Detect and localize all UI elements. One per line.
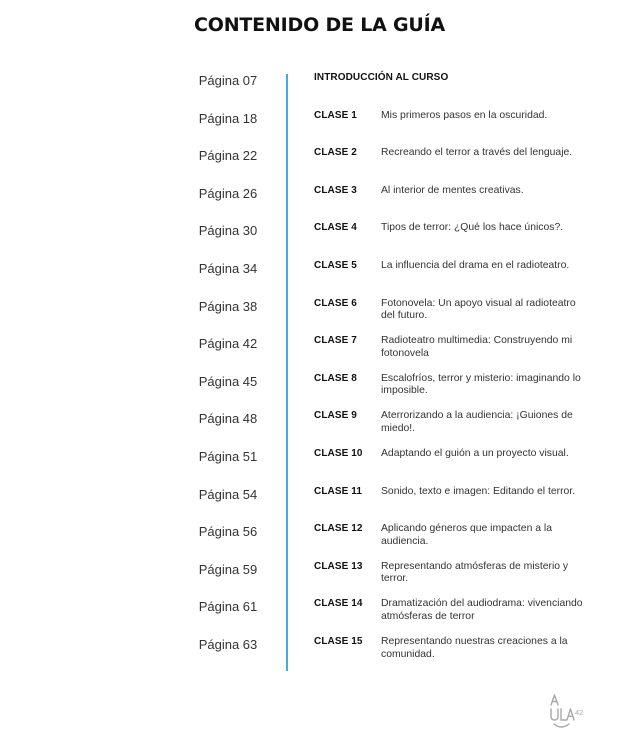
toc-class-label: CLASE 7 xyxy=(314,335,357,347)
toc-row xyxy=(0,487,619,523)
toc-class-title: Mis primeros pasos en la oscuridad. xyxy=(381,109,548,121)
toc-page-number: Página 22 xyxy=(198,148,258,164)
toc-class-title: Fotonovela: Un apoyo visual al radioteatro del futuro. xyxy=(381,297,576,322)
page-title: CONTENIDO DE LA GUÍA xyxy=(194,14,446,36)
toc-page-number: Página 30 xyxy=(198,223,258,239)
toc-page-number: Página 42 xyxy=(198,336,258,352)
toc-class-label: CLASE 3 xyxy=(314,184,357,196)
toc-page-number: Página 51 xyxy=(198,449,258,464)
toc-class-label: INTRODUCCIÓN AL CURSO xyxy=(314,72,449,83)
toc-row xyxy=(0,562,619,598)
toc-page-number: Página 59 xyxy=(198,561,258,577)
toc-class-title: Al interior de mentes creativas. xyxy=(381,184,524,196)
toc-row xyxy=(0,111,619,147)
toc-class-label: CLASE 9 xyxy=(314,410,357,422)
toc-class-title: Dramatización del audiodrama: vivenciando atmósferas de terror xyxy=(381,598,583,622)
toc-row xyxy=(0,374,619,410)
toc-row xyxy=(0,449,619,485)
toc-class-label: CLASE 13 xyxy=(314,560,363,572)
toc-page-number: Página 48 xyxy=(198,411,258,427)
toc-class-title: Tipos de terror: ¿Qué los hace únicos?. xyxy=(381,222,564,234)
toc-row xyxy=(0,148,619,184)
toc-page-number: Página 63 xyxy=(198,637,258,652)
toc-row xyxy=(0,299,619,335)
toc-class-title: Recreando el terror a través del lenguaje. xyxy=(381,147,573,159)
toc-class-label: CLASE 12 xyxy=(314,523,363,535)
toc-class-label: CLASE 2 xyxy=(314,147,357,159)
toc-class-label: CLASE 8 xyxy=(314,372,357,384)
toc-class-title: Radioteatro multimedia: Construyendo mi fotonovela xyxy=(381,335,573,359)
toc-row xyxy=(0,637,619,673)
toc-row xyxy=(0,223,619,259)
toc-row xyxy=(0,524,619,560)
toc-class-label: CLASE 14 xyxy=(314,598,363,610)
toc-row xyxy=(0,261,619,297)
toc-class-title: Aterrorizando a la audiencia: ¡Guiones de miedo!. xyxy=(381,410,573,434)
aula-logo xyxy=(549,693,589,735)
toc-row xyxy=(0,186,619,222)
toc-class-label: CLASE 4 xyxy=(314,222,357,234)
toc-class-label: CLASE 5 xyxy=(314,260,357,271)
toc-row xyxy=(0,73,619,109)
toc-class-title: Adaptando el guión a un proyecto visual. xyxy=(381,448,569,459)
toc-class-title: La influencia del drama en el radioteatro. xyxy=(381,260,570,271)
toc-class-title: Representando nuestras creaciones a la comunidad. xyxy=(381,636,568,660)
toc-page-number: Página 54 xyxy=(198,486,258,502)
toc-class-title: Escalofríos, terror y misterio: imaginando lo imposible. xyxy=(381,372,581,397)
toc-class-title: Representando atmósferas de misterio y terror. xyxy=(381,560,569,585)
toc-page-number: Página 18 xyxy=(198,110,258,126)
toc-page-number: Página 26 xyxy=(198,185,258,201)
toc-page-number: Página 38 xyxy=(198,298,258,314)
toc-class-label: CLASE 1 xyxy=(314,109,357,121)
toc-page-number: Página 61 xyxy=(198,599,258,615)
toc-row xyxy=(0,336,619,372)
toc-page-number: Página 45 xyxy=(198,373,258,389)
toc-page-number: Página 34 xyxy=(198,261,258,276)
toc-page-number: Página 07 xyxy=(198,73,258,88)
toc-row xyxy=(0,411,619,447)
toc-row xyxy=(0,599,619,635)
toc-class-label: CLASE 10 xyxy=(314,448,363,459)
toc-class-title: Sonido, texto e imagen: Editando el terror. xyxy=(381,485,576,497)
toc-class-label: CLASE 15 xyxy=(314,636,363,647)
logo-number: 42 xyxy=(575,708,584,717)
toc-class-label: CLASE 6 xyxy=(314,297,357,309)
toc-class-label: CLASE 11 xyxy=(314,485,363,497)
toc-page-number: Página 56 xyxy=(198,524,258,540)
toc-class-title: Aplicando géneros que impacten a la audiencia. xyxy=(381,523,552,547)
